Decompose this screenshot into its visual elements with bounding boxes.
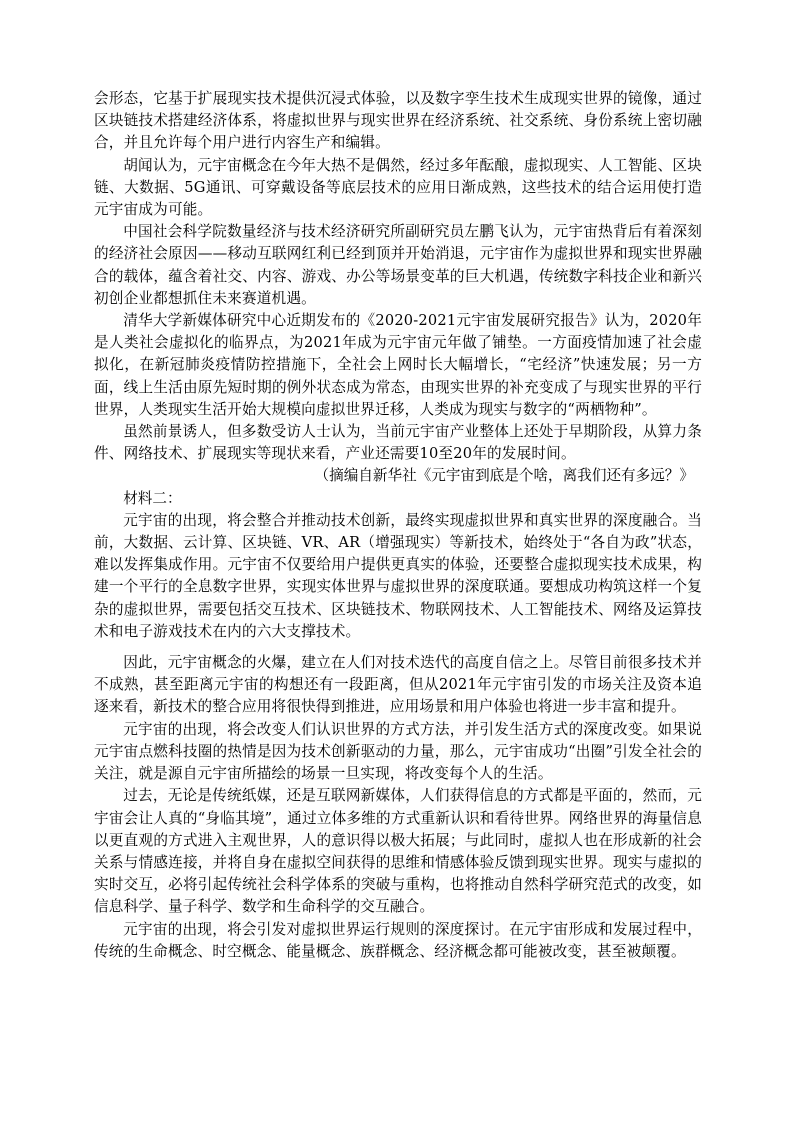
- paragraph: 元宇宙的出现，将会整合并推动技术创新，最终实现虚拟世界和真实世界的深度融合。当前，大数据、云计算、区块链、VR、AR（增强现实）等新技术，始终处于“各自为政”状态，难以发挥集成作用。元宇宙不仅要给用户提供更真实的体验，还要整合虚拟现实技术成果，构建一个平行的全息数字世界，实现实体世界与虚拟世界的深度联通。要想成功构筑这样一个复杂的虚拟世界，需要包括交互技术、区块链技术、物联网技术、人工智能技术、网络及运算技术和电子游戏技术在内的六大支撑技术。: [94, 511, 702, 640]
- document-page: [94, 88, 702, 963]
- paragraph: 因此，元宇宙概念的火爆，建立在人们对技术迭代的高度自信之上。尽管目前很多技术并不成熟，甚至距离元宇宙的构想还有一段距离，但从2021年元宇宙引发的市场关注及资本追逐来看，新技术的整合应用将很快得到推进，应用场景和用户体验也将进一步丰富和提升。: [94, 654, 702, 716]
- source-citation: （摘编自新华社《元宇宙到底是个啥，离我们还有多远？》: [314, 467, 694, 485]
- paragraph-gap: [94, 643, 702, 652]
- section-heading: 材料二：: [123, 489, 182, 507]
- paragraph: 元宇宙的出现，将会改变人们认识世界的方式方法，并引发生活方式的深度改变。如果说元宇宙点燃科技圈的热情是因为技术创新驱动的力量，那么，元宇宙成功“出圈”引发全社会的关注，就是源自元宇宙所描绘的场景一旦实现，将改变每个人的生活。: [94, 720, 702, 783]
- paragraph: 过去，无论是传统纸媒，还是互联网新媒体，人们获得信息的方式都是平面的，然而，元宇宙会让人真的“身临其境”，通过立体多维的方式重新认识和看待世界。网络世界的海量信息以更直观的方式进入主观世界，人的意识得以极大拓展；与此同时，虚拟人也在形成新的社会关系与情感连接，并将自身在虚拟空间获得的思维和情感体验反馈到现实世界。现实与虚拟的实时交互，必将引起传统社会科学体系的突破与重构，也将推动自然科学研究范式的改变，如信息科学、量子科学、数学和生命科学的交互融合。: [94, 787, 702, 916]
- paragraph: 胡闻认为，元宇宙概念在今年大热不是偶然，经过多年酝酿，虚拟现实、人工智能、区块链、大数据、5G通讯、可穿戴设备等底层技术的应用日渐成熟，这些技术的结合运用使打造元宇宙成为可能。: [94, 156, 702, 219]
- paragraph: 中国社会科学院数量经济与技术经济研究所副研究员左鹏飞认为，元宇宙热背后有着深刻的经济社会原因——移动互联网红利已经到顶并开始消退，元宇宙作为虚拟世界和现实世界融合的载体，蕴含着社交、内容、游戏、办公等场景变革的巨大机遇，传统数字科技企业和新兴初创企业都想抓住未来赛道机遇。: [94, 223, 702, 307]
- paragraph: 元宇宙的出现，将会引发对虚拟世界运行规则的深度探讨。在元宇宙形成和发展过程中，传统的生命概念、时空概念、能量概念、族群概念、经济概念都可能被改变，甚至被颠覆。: [94, 920, 702, 960]
- paragraph: 会形态，它基于扩展现实技术提供沉浸式体验，以及数字孪生技术生成现实世界的镜像，通过区块链技术搭建经济体系，将虚拟世界与现实世界在经济系统、社交系统、身份系统上密切融合，并且允许每个用户进行内容生产和编辑。: [94, 90, 702, 152]
- paragraph: 清华大学新媒体研究中心近期发布的《2020-2021元宇宙发展研究报告》认为，2020年是人类社会虚拟化的临界点，为2021年成为元宇宙元年做了铺垫。一方面疫情加速了社会虚拟化，在新冠肺炎疫情防控措施下，全社会上网时长大幅增长，“宅经济”快速发展；另一方面，线上生活由原先短时期的例外状态成为常态，由现实世界的补充变成了与现实世界的平行世界，人类现实生活开始大规模向虚拟世界迁移，人类成为现实与数字的“两栖物种”。: [94, 312, 702, 418]
- paragraph: 虽然前景诱人，但多数受访人士认为，当前元宇宙产业整体上还处于早期阶段，从算力条件、网络技术、扩展现实等现状来看，产业还需要10至20年的发展时间。: [94, 423, 702, 463]
